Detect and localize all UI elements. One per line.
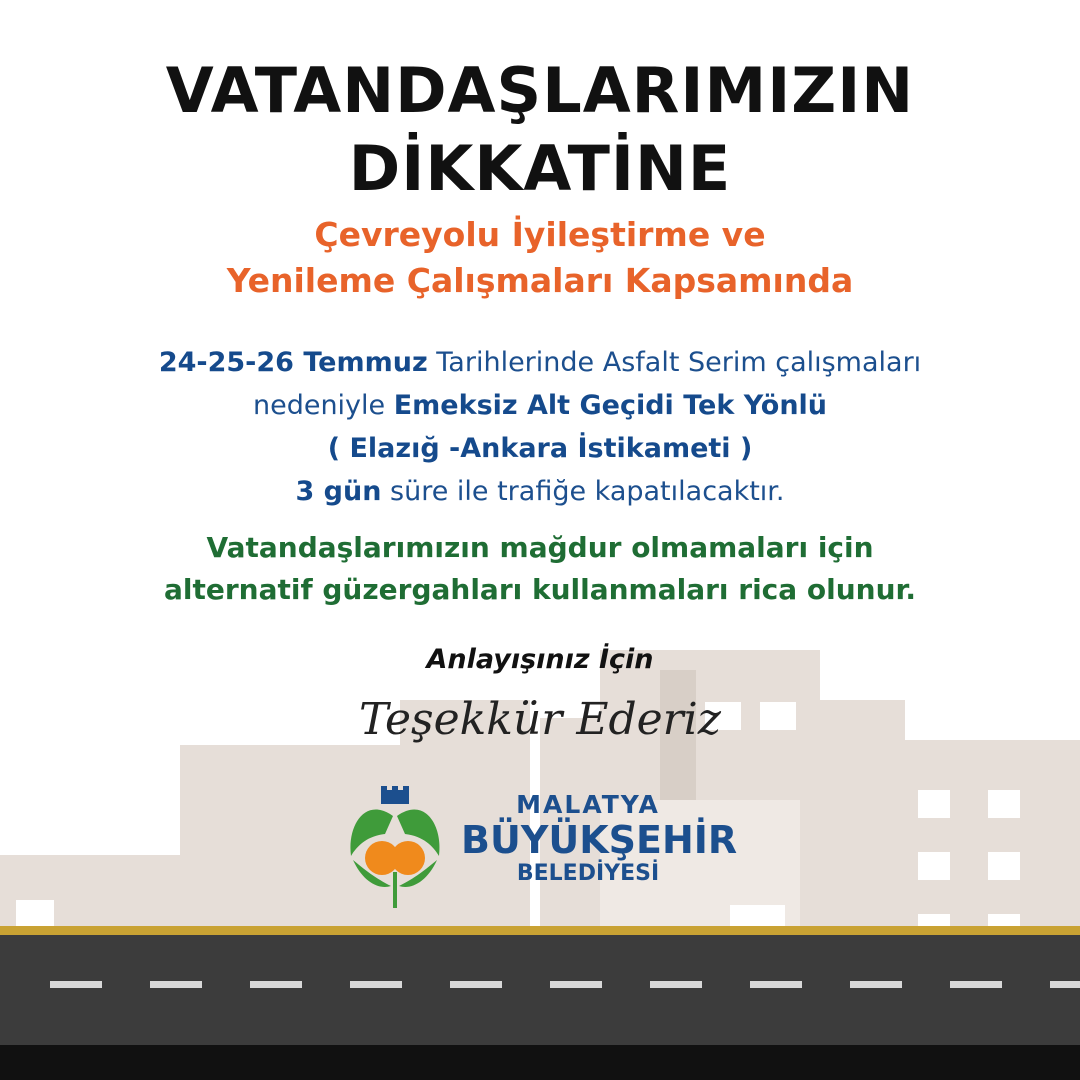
closure-direction: ( Elazığ -Ankara İstikameti ) [327, 433, 753, 464]
appeal-line-1: Vatandaşlarımızın mağdur olmamaları için [206, 531, 874, 564]
closure-location: Emeksiz Alt Geçidi Tek Yönlü [393, 390, 828, 421]
notice-subtitle-line-2: Yenileme Çalışmaları Kapsamında [226, 261, 854, 300]
logo-text-buyuksehir: BÜYÜKŞEHİR [461, 818, 738, 862]
closure-text-4: süre ile trafiğe kapatılacaktır. [381, 476, 785, 507]
closure-details [0, 341, 1080, 513]
notice-subtitle-line-1: Çevreyolu İyileştirme ve [314, 215, 766, 254]
logo-text-malatya: MALATYA [516, 790, 660, 819]
closure-text-1: Tarihlerinde Asfalt Serim çalışmaları [427, 347, 922, 378]
notice-title-line-2: DİKKATİNE [348, 132, 732, 205]
notice-title-line-1: VATANDAŞLARIMIZIN [165, 54, 915, 127]
closure-dates: 24-25-26 Temmuz [158, 347, 428, 378]
notice-subtitle [0, 212, 1080, 304]
closure-text-2: nedeniyle [252, 390, 394, 421]
notice-title [0, 52, 1080, 208]
alternative-route-appeal [0, 527, 1080, 611]
thanks-line-1: Anlayışınız İçin [426, 644, 654, 675]
castle-tower-icon [381, 790, 409, 804]
curb-yellow [0, 926, 1080, 935]
road [0, 935, 1080, 1045]
municipality-logo-emblem [345, 786, 445, 908]
apricot-right-icon [391, 841, 425, 875]
logo-text-belediyesi: BELEDİYESİ [516, 861, 660, 886]
closure-duration: 3 gün [295, 476, 382, 507]
appeal-line-2: alternatif güzergahları kullanmaları rica olunur. [163, 573, 917, 606]
road-edge [0, 1045, 1080, 1080]
thanks-signature: Teşekkür Ederiz [359, 694, 721, 745]
